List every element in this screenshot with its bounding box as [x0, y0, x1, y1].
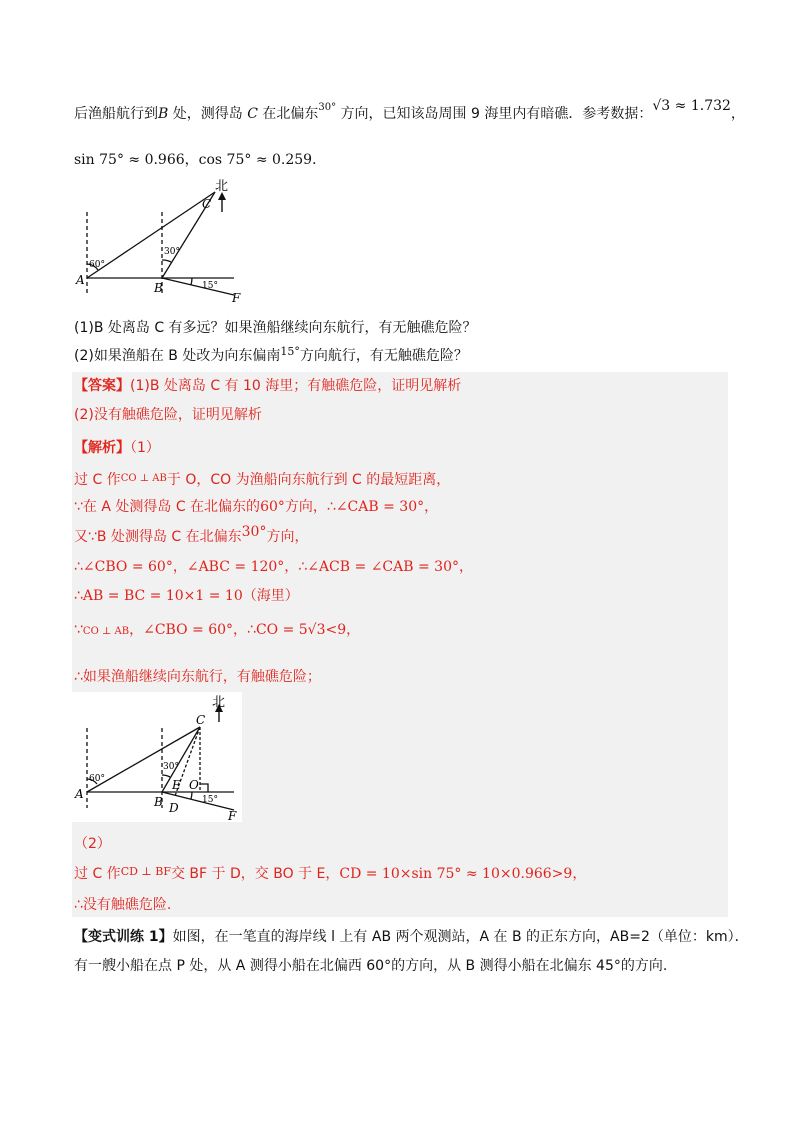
intro-line-2 — [74, 150, 326, 170]
intro-text: 方向，已知该岛周围 9 海里内有暗礁．参考数据： — [336, 106, 653, 122]
formula: ∠ABC = 120° — [186, 559, 285, 575]
line-ac — [87, 192, 215, 278]
punctuation: ， — [572, 866, 587, 882]
punctuation: ， — [129, 622, 144, 638]
formula: ∠ACB = ∠CAB = 30° — [307, 559, 459, 575]
north-arrow-icon — [218, 192, 226, 212]
label-a: A — [75, 787, 84, 801]
intro-text: 后渔船航行到 — [74, 106, 158, 122]
analysis-text: 过 C 作 — [74, 866, 121, 882]
angle-value: 15° — [280, 345, 300, 358]
intro-text: 在北偏东 — [257, 106, 319, 122]
analysis-text: 交 BF 于 D，交 BO 于 E， — [170, 866, 340, 882]
variant-text: 如图，在一笔直的海岸线 l 上有 AB 两个观测站，A 在 B 的正东方向，AB=2（单位：km）． — [172, 929, 749, 945]
formula: ∠CAB = 30° — [335, 499, 425, 515]
intro-line-1 — [74, 98, 745, 126]
label-f: F — [232, 291, 241, 305]
analysis-line-7: ∴如果渔船继续向东航行，有触礁危险； — [74, 669, 321, 685]
analysis-text: ∴ — [74, 588, 83, 604]
angle-60-label: 60° — [89, 774, 105, 784]
figure-1-diagram — [72, 176, 262, 306]
reference-cos75: cos 75° ≈ 0.259 — [198, 152, 313, 168]
label-c: C — [202, 197, 212, 211]
answer-text: (1)B 处离岛 C 有 10 海里；有触礁危险，证明见解析 — [130, 378, 462, 394]
punctuation: ， — [184, 152, 199, 168]
label-b: B — [154, 281, 163, 295]
label-e: E — [172, 778, 181, 792]
angle-30-label: 30° — [163, 762, 179, 772]
label-f: F — [228, 809, 237, 822]
line-bf — [162, 278, 234, 295]
formula: CD = 10×sin 75° ≈ 10×0.966>9 — [339, 866, 573, 882]
analysis-text: 方向， — [266, 529, 309, 545]
formula: AB = BC = 10×1 = 10 — [82, 588, 243, 604]
variant-tag: 【变式训练 1】 — [74, 929, 173, 945]
point-label: C — [247, 106, 258, 122]
answer-line-1 — [74, 376, 461, 396]
analysis-text: 于 O，CO 为渔船向东航行到 C 的最短距离， — [166, 472, 451, 488]
analysis-text: ∵在 A 处测得岛 C 在北偏东的 — [74, 499, 261, 515]
punctuation: ， — [172, 559, 187, 575]
punctuation: ． — [312, 152, 327, 168]
question-2 — [74, 346, 468, 367]
analysis-header — [74, 438, 160, 458]
analysis-line-3 — [74, 524, 309, 547]
formula: ∠CBO = 60° — [82, 559, 173, 575]
analysis-line-2 — [74, 497, 438, 517]
arc-30 — [162, 260, 171, 262]
analysis-part-2: （2） — [74, 836, 111, 852]
question-text: (2)如果渔船在 B 处改为向东偏南 — [74, 348, 281, 364]
angle-15-label: 15° — [202, 795, 218, 805]
question-text: 方向航行，有无触礁危险？ — [299, 348, 468, 364]
analysis-line-6 — [74, 620, 360, 642]
label-a: A — [76, 273, 85, 287]
label-d: D — [169, 801, 179, 815]
analysis-line-1 — [74, 470, 450, 492]
angle-15-label: 15° — [202, 281, 218, 291]
angle-60-label: 60° — [89, 260, 105, 270]
formula: 30° — [241, 524, 267, 540]
punctuation: ， — [458, 559, 473, 575]
analysis-text: 过 C 作 — [74, 472, 121, 488]
angle-30-label: 30° — [164, 247, 180, 257]
part-label: （1） — [130, 440, 160, 456]
analysis-text: ∴ — [74, 559, 83, 575]
point-label: B — [158, 106, 169, 122]
punctuation: ， — [730, 106, 745, 122]
arc-15 — [191, 278, 192, 285]
label-b: B — [154, 795, 163, 809]
formula: CO = 5√3<9 — [255, 622, 347, 638]
variant-line-2: 有一艘小船在点 P 处，从 A 测得小船在北偏西 60°的方向，从 B 测得小船在北偏东 45°的方向. — [74, 958, 668, 974]
figure-2-diagram — [72, 692, 242, 822]
analysis-line-9: ∴没有触礁危险. — [74, 897, 172, 913]
formula: CO ⊥ AB — [120, 473, 167, 484]
answer-line-2: (2)没有触礁危险，证明见解析 — [74, 407, 262, 423]
formula: 60° — [260, 499, 285, 515]
formula: CO ⊥ AB — [82, 626, 130, 637]
punctuation: ， — [346, 622, 361, 638]
analysis-line-5 — [74, 586, 299, 606]
north-label: 北 — [215, 179, 229, 194]
formula: ∠CBO = 60° — [143, 622, 234, 638]
reference-sqrt3: √3 ≈ 1.732 — [652, 98, 731, 114]
north-label: 北 — [212, 695, 226, 710]
intro-text: 处，测得岛 — [168, 106, 248, 122]
question-1: (1)B 处离岛 C 有多远？如果渔船继续向东航行，有无触礁危险？ — [74, 320, 477, 336]
angle-value: 30° — [318, 102, 337, 113]
analysis-tag: 【解析】 — [74, 440, 130, 456]
variant-line-1 — [74, 927, 749, 947]
label-c: C — [196, 713, 206, 727]
reference-sin75: sin 75° ≈ 0.966 — [74, 152, 185, 168]
analysis-line-8 — [74, 864, 586, 885]
analysis-text: 方向，∴ — [284, 499, 336, 515]
answer-background — [72, 372, 728, 917]
analysis-text: （海里） — [242, 588, 299, 604]
punctuation: ， — [424, 499, 439, 515]
label-o: O — [189, 778, 199, 792]
analysis-text: 又∵B 处测得岛 C 在北偏东 — [74, 529, 242, 545]
formula: CD ⊥ BF — [120, 865, 171, 878]
analysis-line-4 — [74, 557, 473, 577]
analysis-text: ，∴ — [284, 559, 308, 575]
analysis-text: ∵ — [74, 622, 83, 638]
analysis-text: ，∴ — [233, 622, 256, 638]
answer-tag: 【答案】 — [74, 378, 130, 394]
